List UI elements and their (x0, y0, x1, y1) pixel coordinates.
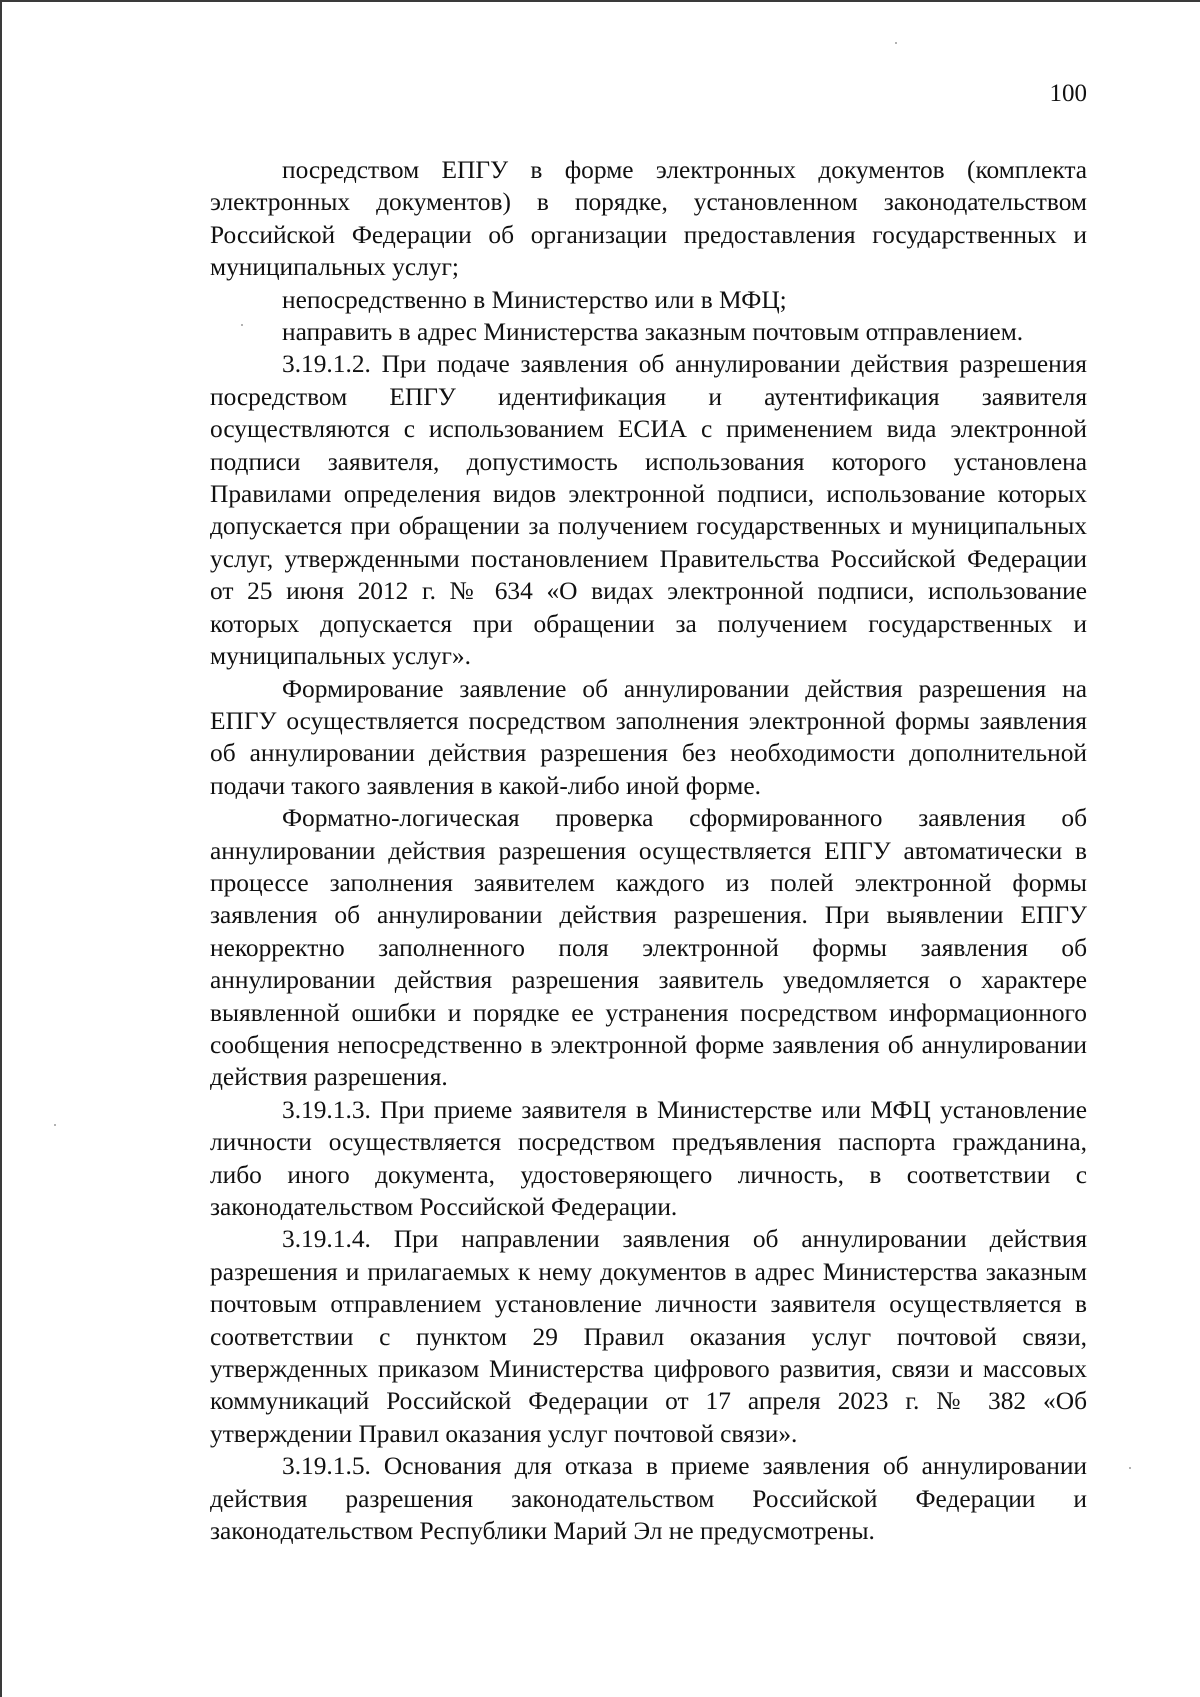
scan-speck (241, 324, 243, 326)
paragraph-3-19-1-3: 3.19.1.3. При приеме заявителя в Министерстве или МФЦ установление личности осуществляется посредством предъявления паспорта гражданина, либо иного документа, удостоверяющего личность, в соответствии с законодательством Российской Федерации. (210, 1095, 1087, 1221)
paragraph-3-19-1-5: 3.19.1.5. Основания для отказа в приеме заявления об аннулировании действия разрешения законодательством Российской Федерации и законодательством Республики Марий Эл не предусмотрены. (210, 1452, 1087, 1546)
paragraph-direct-submission: непосредственно в Министерство или в МФЦ; (282, 285, 787, 314)
paragraph-format-check: Форматно-логическая проверка сформированного заявления об аннулировании действия разрешения осуществляется ЕПГУ автоматически в процессе заполнения заявителем каждого из полей электронной формы заявления об аннулировании действия разрешения. При выявлении ЕПГУ некорректно заполненного поля электронной формы заявления об аннулировании действия разрешения заявитель уведомляется о характере выявленной ошибки и порядке ее устранения посредством информационного сообщения непосредственно в электронной форме заявления об аннулировании действия разрешения. (210, 804, 1087, 1092)
document-body (210, 154, 1087, 1547)
scan-speck (895, 42, 897, 44)
paragraph-3-19-1-2: 3.19.1.2. При подаче заявления об аннулировании действия разрешения посредством ЕПГУ идентификация и аутентификация заявителя осуществляются с использованием ЕСИА с применением вида электронной подписи заявителя, допустимость использования которого установлена Правилами определения видов электронной подписи, использование которых допускается при обращении за получением государственных и муниципальных услуг, утвержденными постановлением Правительства Российской Федерации от 25 июня 2012 г. № 634 «О видах электронной подписи, использование которых допускается при обращении за получением государственных и муниципальных услуг». (210, 350, 1087, 671)
paragraph-3-19-1-4: 3.19.1.4. При направлении заявления об аннулировании действия разрешения и прилагаемых к нему документов в адрес Министерства заказным почтовым отправлением установление личности заявителя осуществляется в соответствии с пунктом 29 Правил оказания услуг почтовой связи, утвержденных приказом Министерства цифрового развития, связи и массовых коммуникаций Российской Федерации от 17 апреля 2023 г. № 382 «Об утверждении Правил оказания услуг почтовой связи». (210, 1225, 1087, 1448)
paragraph-epgu-submission: посредством ЕПГУ в форме электронных документов (комплекта электронных документов) в порядке, установленном законодательством Российской Федерации об организации предоставления государственных и муниципальных услуг; (210, 156, 1087, 282)
page-number: 100 (1049, 80, 1087, 107)
scan-speck (54, 1124, 56, 1126)
paragraph-form-filling: Формирование заявление об аннулировании действия разрешения на ЕПГУ осуществляется посредством заполнения электронной формы заявления об аннулировании действия разрешения без необходимости дополнительной подачи такого заявления в какой-либо иной форме. (210, 674, 1087, 800)
paragraph-postal-submission: направить в адрес Министерства заказным почтовым отправлением. (282, 318, 1024, 347)
scan-speck (1129, 1467, 1131, 1469)
